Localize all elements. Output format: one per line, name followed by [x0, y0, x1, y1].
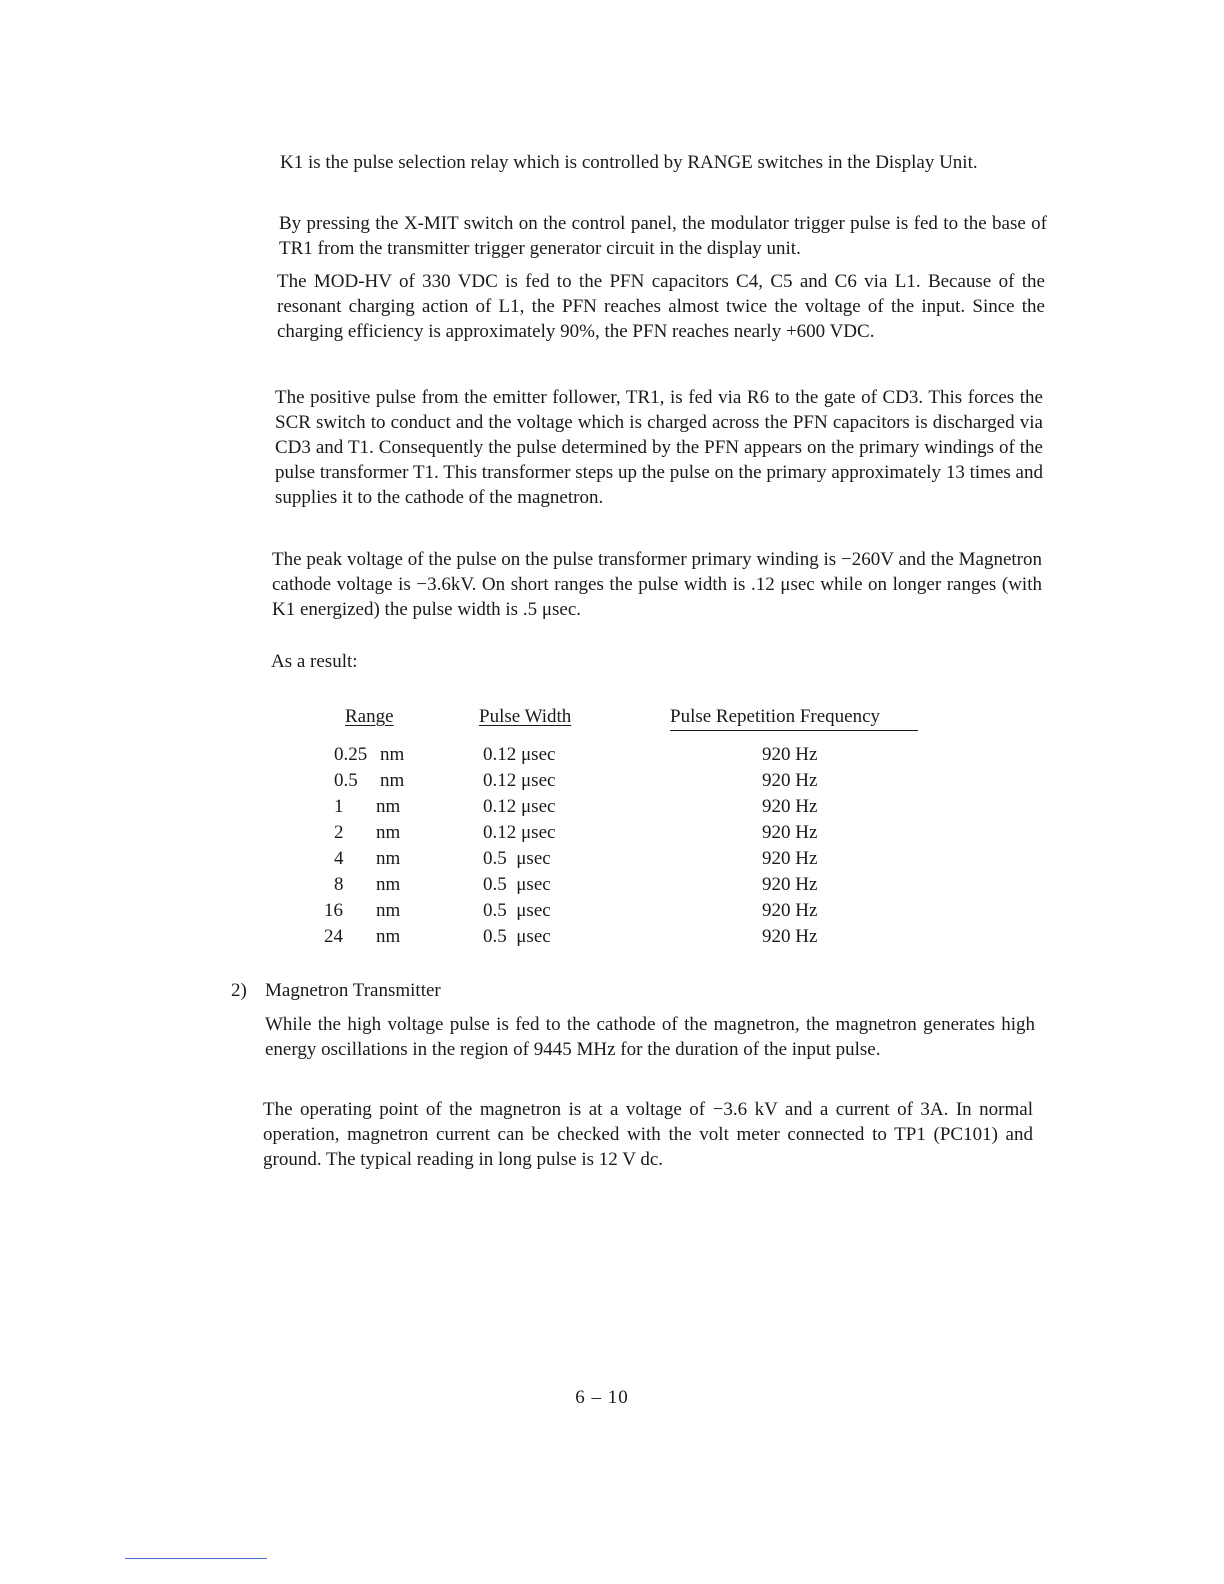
- range-unit: nm: [380, 770, 405, 791]
- section-heading: [231, 978, 441, 1003]
- range-value: 0.25: [334, 744, 368, 765]
- table-row: [300, 820, 940, 846]
- paragraph-magnetron-oscillation: While the high voltage pulse is fed to the cathode of the magnetron, the magnetron generates high energy oscillations in the region of 9445 MHz for the duration of the input pulse.: [265, 1014, 1035, 1060]
- pulse-table: [300, 704, 940, 964]
- pulse-width-value: 0.12 μsec: [483, 744, 556, 765]
- paragraph-as-a-result: As a result:: [271, 651, 358, 672]
- table-row: [300, 872, 940, 898]
- paragraph-xmit-switch: By pressing the X-MIT switch on the control panel, the modulator trigger pulse is fed to the base of TR1 from the transmitter trigger generator circuit in the display unit.: [279, 213, 1047, 259]
- pulse-width-value: 0.5 μsec: [483, 900, 551, 921]
- table-row: [300, 924, 940, 950]
- section-title: Magnetron Transmitter: [265, 980, 441, 1001]
- range-value: 4: [334, 848, 344, 869]
- range-value: 1: [334, 796, 344, 817]
- table-row: [300, 898, 940, 924]
- paragraph-mod-hv: The MOD-HV of 330 VDC is fed to the PFN capacitors C4, C5 and C6 via L1. Because of the resonant charging action of L1, the PFN reaches almost twice the voltage of the input. Since the charging efficiency is approximately 90%, the PFN reaches nearly +600 VDC.: [277, 271, 1045, 342]
- table-row: [300, 846, 940, 872]
- page-number: 6 – 10: [575, 1387, 629, 1408]
- table-row: [300, 794, 940, 820]
- paragraph-operating-point: The operating point of the magnetron is at a voltage of −3.6 kV and a current of 3A. In normal operation, magnetron current can be checked with the volt meter connected to TP1 (PC101) and ground. The typical reading in long pulse is 12 V dc.: [263, 1099, 1033, 1170]
- prf-value: 920 Hz: [762, 744, 818, 765]
- prf-value: 920 Hz: [762, 926, 818, 947]
- table-row: [300, 742, 940, 768]
- range-unit: nm: [376, 900, 401, 921]
- paragraph-positive-pulse: The positive pulse from the emitter follower, TR1, is fed via R6 to the gate of CD3. This forces the SCR switch to conduct and the voltage which is charged across the PFN capacitors is discharged via CD3 and T1. Consequently the pulse determined by the PFN appears on the primary windings of the pulse transformer T1. This transformer steps up the pulse on the primary approximately 13 times and supplies it to the cathode of the magnetron.: [275, 387, 1043, 508]
- section-number: 2): [231, 980, 247, 1001]
- prf-value: 920 Hz: [762, 822, 818, 843]
- prf-value: 920 Hz: [762, 848, 818, 869]
- pulse-width-value: 0.5 μsec: [483, 848, 551, 869]
- pulse-width-value: 0.12 μsec: [483, 822, 556, 843]
- paragraph-peak-voltage: The peak voltage of the pulse on the pulse transformer primary winding is −260V and the Magnetron cathode voltage is −3.6kV. On short ranges the pulse width is .12 μsec while on longer ranges (with K1 energized) the pulse width is .5 μsec.: [272, 549, 1042, 620]
- range-unit: nm: [376, 796, 401, 817]
- range-value: 16: [324, 900, 343, 921]
- footnote-divider: [125, 1558, 267, 1559]
- range-unit: nm: [376, 848, 401, 869]
- pulse-width-value: 0.5 μsec: [483, 926, 551, 947]
- paragraph-k1-relay: K1 is the pulse selection relay which is controlled by RANGE switches in the Display Unit.: [280, 152, 978, 173]
- table-row: [300, 768, 940, 794]
- range-value: 24: [324, 926, 343, 947]
- pulse-width-value: 0.12 μsec: [483, 770, 556, 791]
- range-unit: nm: [376, 926, 401, 947]
- header-range: Range: [345, 706, 394, 727]
- header-pulse-width: Pulse Width: [479, 706, 572, 727]
- header-prf: Pulse Repetition Frequency: [670, 704, 918, 731]
- prf-value: 920 Hz: [762, 900, 818, 921]
- prf-value: 920 Hz: [762, 874, 818, 895]
- range-unit: nm: [376, 874, 401, 895]
- range-value: 2: [334, 822, 344, 843]
- range-unit: nm: [376, 822, 401, 843]
- prf-value: 920 Hz: [762, 796, 818, 817]
- range-value: 0.5: [334, 770, 358, 791]
- pulse-width-value: 0.12 μsec: [483, 796, 556, 817]
- pulse-width-value: 0.5 μsec: [483, 874, 551, 895]
- range-unit: nm: [380, 744, 405, 765]
- range-value: 8: [334, 874, 344, 895]
- prf-value: 920 Hz: [762, 770, 818, 791]
